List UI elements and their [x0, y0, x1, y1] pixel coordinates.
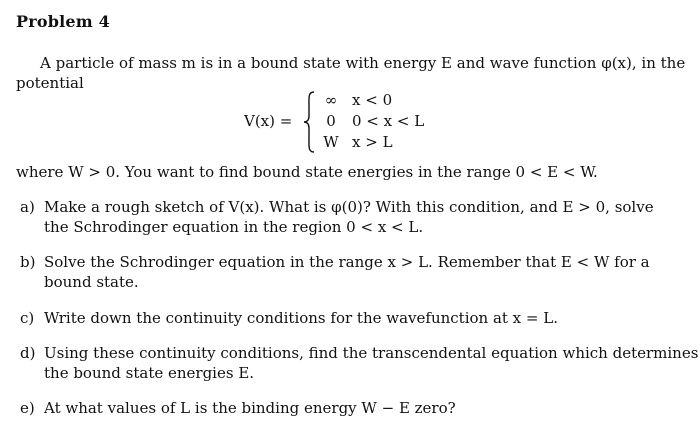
part-text-line-2: the Schrodinger equation in the region 0 < x < L. — [44, 218, 424, 236]
intro-line-1: A particle of mass m is in a bound state with energy E and wave function φ(x), in the — [40, 54, 686, 72]
part-text-line-2: the bound state energies E. — [44, 364, 255, 382]
part-text-line-1: Make a rough sketch of V(x). What is φ(0)? With this condition, and E > 0, solve — [44, 198, 654, 216]
case-value-2: 0 — [326, 112, 336, 130]
potential-equation — [244, 90, 484, 156]
intro-line-2: potential — [16, 74, 84, 92]
part-label: b) — [20, 253, 36, 271]
where-line: where W > 0. You want to find bound state energies in the range 0 < E < W. — [16, 163, 598, 181]
case-condition-1: x < 0 — [352, 91, 393, 109]
case-value-3: W — [323, 133, 339, 151]
problem-heading: Problem 4 — [16, 12, 111, 31]
case-value-1: ∞ — [324, 91, 338, 109]
part-label: e) — [20, 399, 35, 417]
part-label: a) — [20, 198, 35, 216]
part-text-line-1: At what values of L is the binding energy W − E zero? — [44, 399, 456, 417]
part-label: c) — [20, 309, 35, 327]
left-brace-icon — [302, 90, 316, 154]
case-condition-2: 0 < x < L — [352, 112, 425, 130]
potential-lhs: V(x) = — [244, 112, 293, 130]
part-text-line-1: Write down the continuity conditions for the wavefunction at x = L. — [44, 309, 558, 327]
case-condition-3: x > L — [352, 133, 393, 151]
part-text-line-1: Using these continuity conditions, find the transcendental equation which determines — [44, 344, 699, 362]
part-label: d) — [20, 344, 36, 362]
part-text-line-2: bound state. — [44, 273, 139, 291]
part-text-line-1: Solve the Schrodinger equation in the range x > L. Remember that E < W for a — [44, 253, 650, 271]
